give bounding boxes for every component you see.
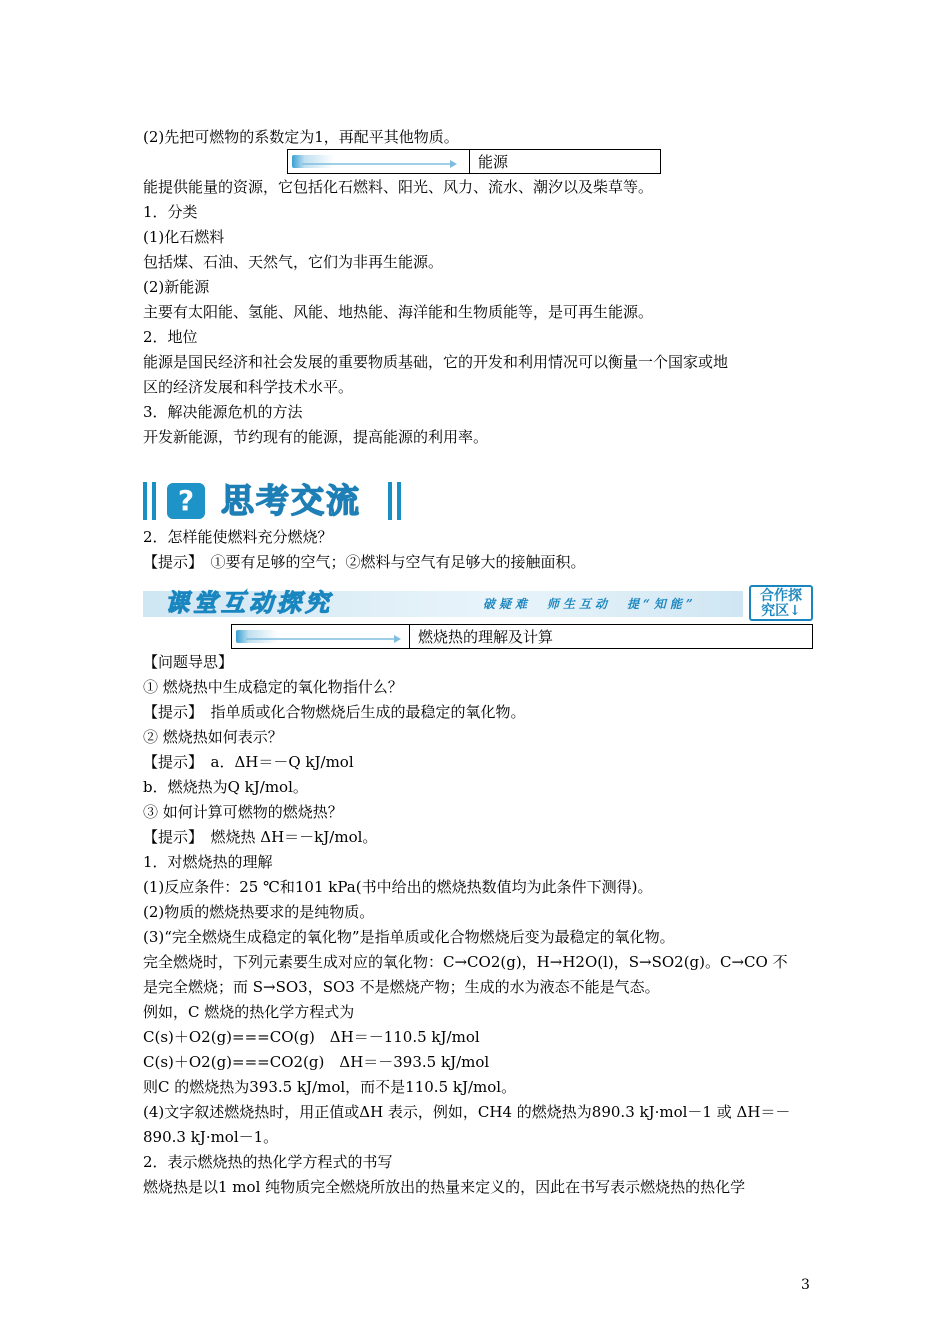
heading-bar (152, 482, 156, 520)
topic-name: 能源 (478, 153, 509, 171)
text-line: 是完全燃烧；而 S→SO3，SO3 不是燃烧产物；生成的水为液态不能是气态。 (143, 978, 660, 996)
text-line: 能源是国民经济和社会发展的重要物质基础，它的开发和利用情况可以衡量一个国家或地 (143, 353, 729, 371)
text-line: 例如，C 燃烧的热化学方程式为 (143, 1003, 355, 1021)
heading-bar (143, 482, 147, 520)
text-line: (2)新能源 (143, 278, 210, 296)
text-line: 主要有太阳能、氢能、风能、地热能、海洋能和生物质能等，是可再生能源。 (143, 303, 654, 321)
text-line: b．燃烧热为Q kJ/mol。 (143, 778, 308, 796)
text-line: 包括煤、石油、天然气，它们为非再生能源。 (143, 253, 444, 271)
think-title: 思考交流 (221, 481, 361, 520)
text-line: ① 燃烧热中生成稳定的氧化物指什么？ (143, 678, 403, 696)
banner-badge (749, 585, 813, 621)
section-banner (143, 585, 813, 623)
think-exchange-heading (143, 480, 408, 522)
text-line: (3)“完全燃烧生成稳定的氧化物”是指单质或化合物燃烧后变为最稳定的氧化物。 (143, 928, 675, 946)
arrow-down-icon: ↓ (789, 603, 801, 619)
text-line: C(s)＋O2(g)===CO(g) ΔH＝－110.5 kJ/mol (143, 1028, 480, 1046)
topic-header-energy (287, 149, 661, 174)
text-line: 完全燃烧时，下列元素要生成对应的氧化物：C→CO2(g)，H→H2O(l)，S→SO2(g)。C→CO 不 (143, 953, 788, 971)
text-line: C(s)＋O2(g)===CO2(g) ΔH＝－393.5 kJ/mol (143, 1053, 490, 1071)
text-line: (2)先把可燃物的系数定为1，再配平其他物质。 (143, 128, 459, 146)
badge-line: 合作探 (760, 588, 802, 604)
text-line: 【提示】 燃烧热 ΔH＝－kJ/mol。 (143, 828, 378, 846)
banner-slogan: 破疑难 师生互动 提“知能” (483, 597, 697, 611)
text-line: 2．怎样能使燃料充分燃烧？ (143, 528, 333, 546)
topic-divider (409, 625, 410, 648)
text-line: 则C 的燃烧热为393.5 kJ/mol，而不是110.5 kJ/mol。 (143, 1078, 517, 1096)
banner-title: 课堂互动探究 (165, 589, 333, 617)
text-line: 1．分类 (143, 203, 198, 221)
text-line: 2．地位 (143, 328, 198, 346)
text-line: 2．表示燃烧热的热化学方程式的书写 (143, 1153, 393, 1171)
text-line: 890.3 kJ·mol－1。 (143, 1128, 279, 1146)
text-line: 区的经济发展和科学技术水平。 (143, 378, 354, 396)
heading-bar (397, 482, 401, 520)
topic-tag-icon (292, 154, 457, 169)
badge-line-2: 究区↓ (761, 603, 801, 619)
topic-header-combustion-heat (231, 624, 813, 649)
text-line: (2)物质的燃烧热要求的是纯物质。 (143, 903, 375, 921)
heading-bar (388, 482, 392, 520)
text-line: 1．对燃烧热的理解 (143, 853, 273, 871)
question-icon: ? (167, 483, 205, 519)
text-line: ② 燃烧热如何表示？ (143, 728, 283, 746)
text-line: (1)反应条件：25 ℃和101 kPa(书中给出的燃烧热数值均为此条件下测得)。 (143, 878, 653, 896)
text-line: 3．解决能源危机的方法 (143, 403, 303, 421)
text-line: ③ 如何计算可燃物的燃烧热？ (143, 803, 343, 821)
text-line: 开发新能源，节约现有的能源，提高能源的利用率。 (143, 428, 489, 446)
topic-tag-icon (236, 629, 401, 644)
text-line: (4)文字叙述燃烧热时，用正值或ΔH 表示，例如，CH4 的燃烧热为890.3 kJ·mol－1 或 ΔH＝－ (143, 1103, 791, 1121)
topic-name: 燃烧热的理解及计算 (418, 628, 554, 646)
text-line: 能提供能量的资源，它包括化石燃料、阳光、风力、流水、潮汐以及柴草等。 (143, 178, 654, 196)
topic-divider (469, 150, 470, 173)
text-line: 【提示】 a．ΔH＝－Q kJ/mol (143, 753, 354, 771)
page-number: 3 (801, 1277, 810, 1293)
text-line: 【提示】 ①要有足够的空气；②燃料与空气有足够大的接触面积。 (143, 553, 586, 571)
text-line: 【提示】 指单质或化合物燃烧后生成的最稳定的氧化物。 (143, 703, 526, 721)
text-line: (1)化石燃料 (143, 228, 225, 246)
text-line: 燃烧热是以1 mol 纯物质完全燃烧所放出的热量来定义的，因此在书写表示燃烧热的热化学 (143, 1178, 746, 1196)
text-line: 【问题导思】 (143, 653, 234, 671)
